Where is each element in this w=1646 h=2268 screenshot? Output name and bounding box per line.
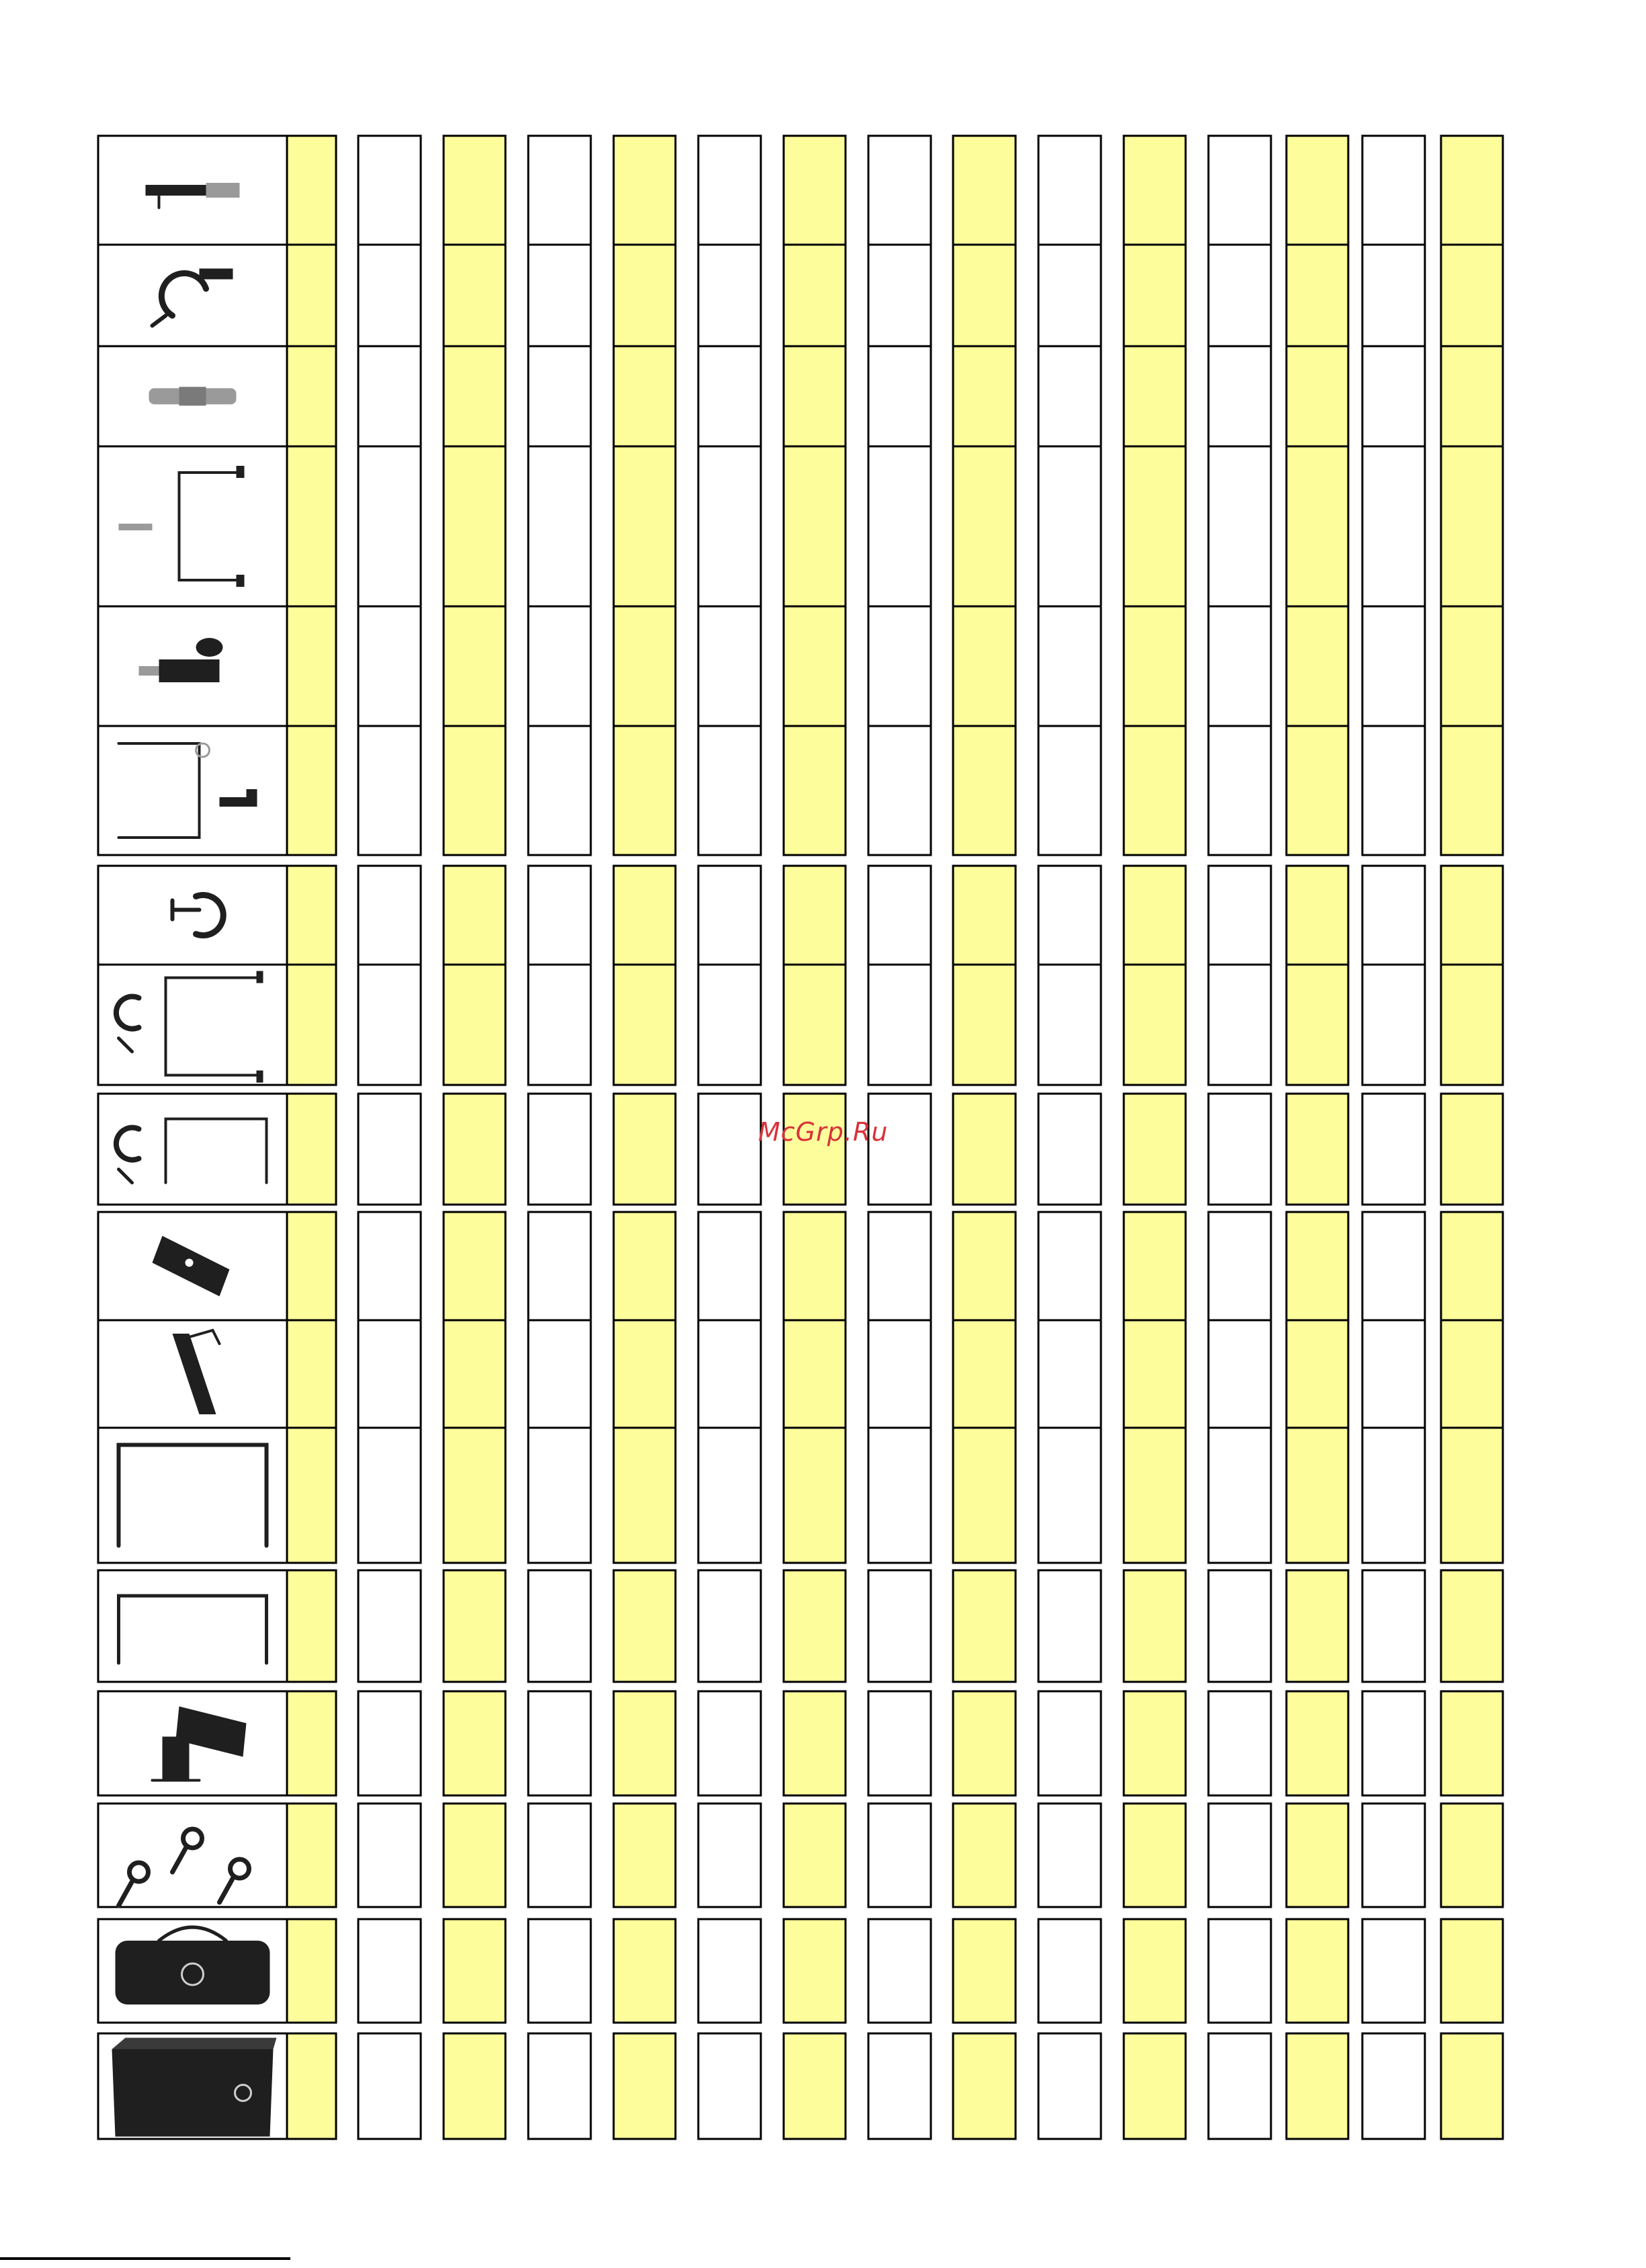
compatibility-cell-plain [528,606,591,726]
compatibility-cell-plain [358,726,421,855]
compatibility-cell-plain [528,136,591,245]
compatibility-cell-plain [1038,1570,1101,1682]
compatibility-cell-highlight [784,606,846,726]
compatibility-cell-highlight [1286,245,1348,346]
compatibility-cell-highlight [444,446,505,606]
compatibility-cell-plain [1038,965,1101,1085]
compatibility-cell-highlight [287,1094,336,1205]
compatibility-cell-highlight [287,245,336,346]
compatibility-cell-highlight [614,726,675,855]
compatibility-cell-plain [868,866,931,965]
compatibility-cell-highlight [1286,1212,1348,1320]
compatibility-cell-highlight [1286,2033,1348,2139]
compatibility-cell-highlight [784,1570,846,1682]
compatibility-cell-highlight [287,2033,336,2139]
compatibility-cell-highlight [614,245,675,346]
compatibility-cell-highlight [953,2033,1016,2139]
compatibility-cell-highlight [614,446,675,606]
compatibility-cell-highlight [1124,446,1186,606]
compatibility-cell-highlight [1441,1804,1503,1907]
compatibility-cell-plain [698,245,761,346]
accessory-row [98,1094,1503,1205]
compatibility-cell-highlight [953,606,1016,726]
compatibility-cell-highlight [1286,1094,1348,1205]
compatibility-cell-highlight [953,446,1016,606]
compatibility-cell-highlight [287,1428,336,1563]
compatibility-cell-highlight [1124,1919,1186,2023]
compatibility-cell-highlight [444,726,505,855]
compatibility-cell-plain [1208,1919,1271,2023]
compatibility-cell-plain [1038,1804,1101,1907]
compatibility-cell-highlight [1441,866,1503,965]
compatibility-cell-highlight [1441,1691,1503,1795]
compatibility-cell-highlight [287,346,336,446]
compatibility-cell-highlight [1124,606,1186,726]
compatibility-cell-plain [358,446,421,606]
compatibility-cell-highlight [444,1570,505,1682]
compatibility-cell-highlight [614,1570,675,1682]
compatibility-cell-highlight [444,1320,505,1428]
compatibility-cell-highlight [953,1094,1016,1205]
compatibility-cell-highlight [1124,2033,1186,2139]
compatibility-cell-plain [1362,965,1425,1085]
compatibility-cell-plain [528,1570,591,1682]
compatibility-cell-highlight [1286,726,1348,855]
compatibility-cell-plain [528,866,591,965]
compatibility-cell-plain [1362,1212,1425,1320]
compatibility-cell-highlight [953,346,1016,446]
compatibility-cell-plain [528,1691,591,1795]
accessory-row [98,726,1503,855]
compatibility-cell-highlight [1124,1428,1186,1563]
compatibility-cell-plain [1362,245,1425,346]
compatibility-cell-highlight [1124,245,1186,346]
compatibility-cell-plain [1362,1691,1425,1795]
compatibility-cell-plain [1362,446,1425,606]
compatibility-cell-plain [868,346,931,446]
accessory-row [98,606,1503,726]
compatibility-cell-plain [698,446,761,606]
accessory-row [98,245,1503,346]
compatibility-cell-plain [358,2033,421,2139]
compatibility-cell-highlight [287,1691,336,1795]
compatibility-cell-plain [868,1094,931,1205]
compatibility-cell-plain [528,726,591,855]
compatibility-cell-plain [868,965,931,1085]
compatibility-cell-plain [698,136,761,245]
compatibility-cell-highlight [953,1691,1016,1795]
compatibility-cell-highlight [784,1094,846,1205]
compatibility-cell-highlight [1286,136,1348,245]
compatibility-cell-highlight [444,606,505,726]
compatibility-cell-highlight [1441,726,1503,855]
compatibility-cell-plain [528,965,591,1085]
compatibility-cell-plain [1038,1212,1101,1320]
accessory-row [98,1919,1503,2023]
compatibility-cell-highlight [1441,606,1503,726]
compatibility-cell-highlight [1124,965,1186,1085]
compatibility-cell-highlight [1286,1804,1348,1907]
compatibility-cell-highlight [614,346,675,446]
compatibility-cell-plain [868,1919,931,2023]
compatibility-cell-plain [1362,1320,1425,1428]
compatibility-cell-plain [868,136,931,245]
compatibility-cell-highlight [1286,866,1348,965]
compatibility-cell-highlight [784,965,846,1085]
compatibility-cell-plain [1208,1691,1271,1795]
compatibility-cell-plain [868,726,931,855]
accessory-row [98,346,1503,446]
compatibility-cell-plain [528,1094,591,1205]
compatibility-cell-plain [358,1804,421,1907]
compatibility-cell-plain [1038,1094,1101,1205]
compatibility-cell-highlight [444,1428,505,1563]
compatibility-cell-plain [358,1691,421,1795]
compatibility-cell-plain [528,446,591,606]
compatibility-cell-plain [358,346,421,446]
compatibility-cell-plain [1362,136,1425,245]
compatibility-cell-highlight [953,1212,1016,1320]
compatibility-cell-highlight [784,245,846,346]
compatibility-cell-highlight [614,965,675,1085]
compatibility-cell-highlight [1286,1691,1348,1795]
compatibility-cell-plain [358,1570,421,1682]
compatibility-cell-plain [1362,866,1425,965]
compatibility-cell-plain [358,866,421,965]
accessory-row [98,1570,1503,1682]
compatibility-cell-highlight [287,1320,336,1428]
compatibility-cell-plain [1362,2033,1425,2139]
compatibility-cell-plain [868,446,931,606]
compatibility-cell-plain [868,1212,931,1320]
compatibility-cell-plain [868,606,931,726]
speaker-cabinet-icon [112,2038,277,2137]
compatibility-cell-highlight [614,1094,675,1205]
compatibility-cell-plain [868,245,931,346]
compatibility-cell-highlight [1124,136,1186,245]
compatibility-cell-plain [358,1919,421,2023]
compatibility-cell-highlight [953,1570,1016,1682]
compatibility-cell-plain [698,1320,761,1428]
compatibility-cell-highlight [287,1212,336,1320]
compatibility-cell-plain [1038,346,1101,446]
compatibility-cell-plain [1038,446,1101,606]
compatibility-cell-highlight [1286,1320,1348,1428]
compatibility-cell-highlight [784,1428,846,1563]
compatibility-cell-plain [1038,1428,1101,1563]
compatibility-cell-highlight [614,606,675,726]
compatibility-cell-plain [698,1094,761,1205]
compatibility-cell-plain [358,245,421,346]
compatibility-cell-plain [1208,136,1271,245]
compatibility-cell-highlight [1124,866,1186,965]
compatibility-cell-highlight [1441,1428,1503,1563]
compatibility-cell-highlight [1441,1094,1503,1205]
compatibility-cell-highlight [1286,606,1348,726]
compatibility-cell-plain [1362,346,1425,446]
compatibility-cell-plain [868,1570,931,1682]
compatibility-cell-highlight [784,1212,846,1320]
compatibility-cell-plain [1208,2033,1271,2139]
compatibility-cell-plain [698,1570,761,1682]
compatibility-cell-highlight [287,606,336,726]
compatibility-cell-plain [1038,2033,1101,2139]
compatibility-cell-highlight [1441,346,1503,446]
compatibility-cell-highlight [784,346,846,446]
compatibility-cell-plain [1208,1570,1271,1682]
spigot-pin-icon [149,387,237,406]
compatibility-cell-plain [1038,136,1101,245]
compatibility-cell-highlight [1124,1212,1186,1320]
compatibility-cell-plain [1208,1804,1271,1907]
accessory-picture-cell [98,866,287,965]
compatibility-cell-highlight [1124,1691,1186,1795]
accessory-row [98,1212,1503,1320]
footer-rule [0,2257,290,2260]
compatibility-cell-plain [698,1691,761,1795]
compatibility-cell-highlight [444,2033,505,2139]
compatibility-cell-plain [358,1320,421,1428]
accessory-row [98,965,1503,1085]
compatibility-cell-plain [698,1428,761,1563]
compatibility-cell-highlight [784,1691,846,1795]
compatibility-cell-highlight [1286,1428,1348,1563]
compatibility-cell-plain [358,136,421,245]
compatibility-cell-highlight [444,1094,505,1205]
compatibility-cell-plain [868,1320,931,1428]
compatibility-cell-plain [1362,606,1425,726]
compatibility-cell-highlight [1124,1804,1186,1907]
compatibility-cell-plain [698,726,761,855]
compatibility-cell-highlight [1124,1094,1186,1205]
compatibility-cell-highlight [444,965,505,1085]
compatibility-cell-highlight [953,965,1016,1085]
compatibility-cell-highlight [287,446,336,606]
compatibility-cell-highlight [444,866,505,965]
compatibility-cell-plain [868,2033,931,2139]
compatibility-cell-plain [1208,726,1271,855]
compatibility-cell-plain [1208,245,1271,346]
compatibility-cell-highlight [444,1804,505,1907]
accessory-picture-cell [98,1094,287,1205]
compatibility-cell-highlight [1441,965,1503,1085]
compatibility-cell-plain [1038,1691,1101,1795]
compatibility-cell-plain [1362,1804,1425,1907]
compatibility-cell-highlight [953,726,1016,855]
compatibility-cell-highlight [287,1919,336,2023]
compatibility-cell-highlight [953,136,1016,245]
compatibility-cell-highlight [614,1428,675,1563]
accessory-row [98,136,1503,245]
compatibility-cell-plain [1208,1320,1271,1428]
compatibility-cell-highlight [1124,1570,1186,1682]
compatibility-cell-highlight [444,1212,505,1320]
compatibility-cell-highlight [444,1919,505,2023]
accessory-row [98,1428,1503,1563]
accessory-row [98,2033,1503,2139]
accessory-picture-cell [98,1570,287,1682]
compatibility-cell-highlight [444,245,505,346]
compatibility-cell-plain [1362,1570,1425,1682]
compatibility-cell-highlight [1286,965,1348,1085]
compatibility-cell-highlight [287,965,336,1085]
compatibility-cell-highlight [784,1919,846,2023]
compatibility-cell-highlight [784,726,846,855]
compatibility-cell-highlight [1124,726,1186,855]
compatibility-cell-plain [868,1691,931,1795]
accessory-row [98,866,1503,965]
compatibility-cell-plain [528,1804,591,1907]
compatibility-cell-plain [698,606,761,726]
accessory-row [98,1320,1503,1428]
compatibility-cell-highlight [287,726,336,855]
compatibility-cell-plain [868,1428,931,1563]
compatibility-cell-highlight [614,1804,675,1907]
compatibility-cell-plain [1038,1320,1101,1428]
compatibility-cell-plain [698,965,761,1085]
compatibility-cell-plain [1038,1919,1101,2023]
compatibility-cell-plain [528,346,591,446]
compatibility-cell-highlight [1441,1320,1503,1428]
compatibility-cell-plain [1362,726,1425,855]
watermark: McGrp.Ru [758,1117,889,1147]
compatibility-cell-plain [528,1919,591,2023]
compatibility-cell-plain [1208,446,1271,606]
compatibility-cell-plain [1038,606,1101,726]
accessory-picture-cell [98,1428,287,1563]
compatibility-cell-highlight [1124,346,1186,446]
compatibility-cell-plain [1362,1919,1425,2023]
compatibility-cell-highlight [287,866,336,965]
compatibility-cell-plain [698,1804,761,1907]
compatibility-cell-plain [698,346,761,446]
compatibility-cell-plain [358,606,421,726]
compatibility-cell-highlight [784,1804,846,1907]
compatibility-cell-highlight [784,866,846,965]
compatibility-cell-highlight [1286,1570,1348,1682]
compatibility-cell-highlight [1441,446,1503,606]
compatibility-cell-plain [528,1428,591,1563]
compatibility-cell-plain [868,1804,931,1907]
compatibility-cell-highlight [614,2033,675,2139]
compatibility-cell-highlight [1286,446,1348,606]
compatibility-cell-plain [358,1094,421,1205]
compatibility-cell-highlight [614,1919,675,2023]
compatibility-cell-highlight [953,245,1016,346]
compatibility-cell-plain [1208,1094,1271,1205]
compatibility-cell-highlight [287,1570,336,1682]
compatibility-cell-highlight [1441,1919,1503,2023]
compatibility-cell-highlight [614,866,675,965]
compatibility-cell-plain [358,965,421,1085]
compatibility-cell-highlight [1441,245,1503,346]
compatibility-cell-highlight [953,866,1016,965]
compatibility-cell-highlight [614,1691,675,1795]
compatibility-cell-plain [1362,1094,1425,1205]
compatibility-cell-highlight [444,346,505,446]
compatibility-cell-highlight [1286,1919,1348,2023]
compatibility-cell-plain [1038,726,1101,855]
compatibility-cell-plain [528,1212,591,1320]
compatibility-cell-highlight [444,136,505,245]
compatibility-cell-plain [1208,965,1271,1085]
compatibility-cell-highlight [1441,136,1503,245]
compatibility-cell-plain [1208,1212,1271,1320]
compatibility-cell-plain [1208,866,1271,965]
compatibility-cell-highlight [784,136,846,245]
compatibility-cell-highlight [287,1804,336,1907]
compatibility-cell-plain [358,1212,421,1320]
compatibility-cell-plain [1208,606,1271,726]
compatibility-cell-plain [1208,1428,1271,1563]
accessory-picture-cell [98,726,287,855]
compatibility-cell-plain [698,866,761,965]
compatibility-cell-plain [698,2033,761,2139]
accessory-row [98,446,1503,606]
compatibility-cell-highlight [1286,346,1348,446]
compatibility-cell-plain [358,1428,421,1563]
compatibility-cell-plain [1208,346,1271,446]
compatibility-cell-highlight [953,1428,1016,1563]
compatibility-cell-plain [528,245,591,346]
compatibility-cell-highlight [614,1320,675,1428]
compatibility-cell-highlight [784,2033,846,2139]
compatibility-cell-highlight [784,446,846,606]
compatibility-cell-plain [698,1212,761,1320]
compatibility-cell-highlight [614,136,675,245]
compatibility-cell-highlight [1124,1320,1186,1428]
compatibility-cell-highlight [784,1320,846,1428]
accessory-row [98,1804,1503,1907]
compatibility-cell-plain [1362,1428,1425,1563]
accessory-row [98,1691,1503,1795]
compatibility-cell-highlight [614,1212,675,1320]
accessory-picture-cell [98,245,287,346]
compatibility-cell-plain [528,1320,591,1428]
compatibility-cell-highlight [1441,2033,1503,2139]
compatibility-cell-highlight [953,1804,1016,1907]
compatibility-cell-highlight [953,1320,1016,1428]
compatibility-cell-highlight [444,1691,505,1795]
compatibility-cell-plain [698,1919,761,2023]
compatibility-cell-plain [528,2033,591,2139]
compatibility-cell-highlight [1441,1212,1503,1320]
compatibility-cell-plain [1038,866,1101,965]
compatibility-cell-highlight [287,136,336,245]
compatibility-cell-highlight [953,1919,1016,2023]
compatibility-cell-plain [1038,245,1101,346]
compatibility-cell-highlight [1441,1570,1503,1682]
